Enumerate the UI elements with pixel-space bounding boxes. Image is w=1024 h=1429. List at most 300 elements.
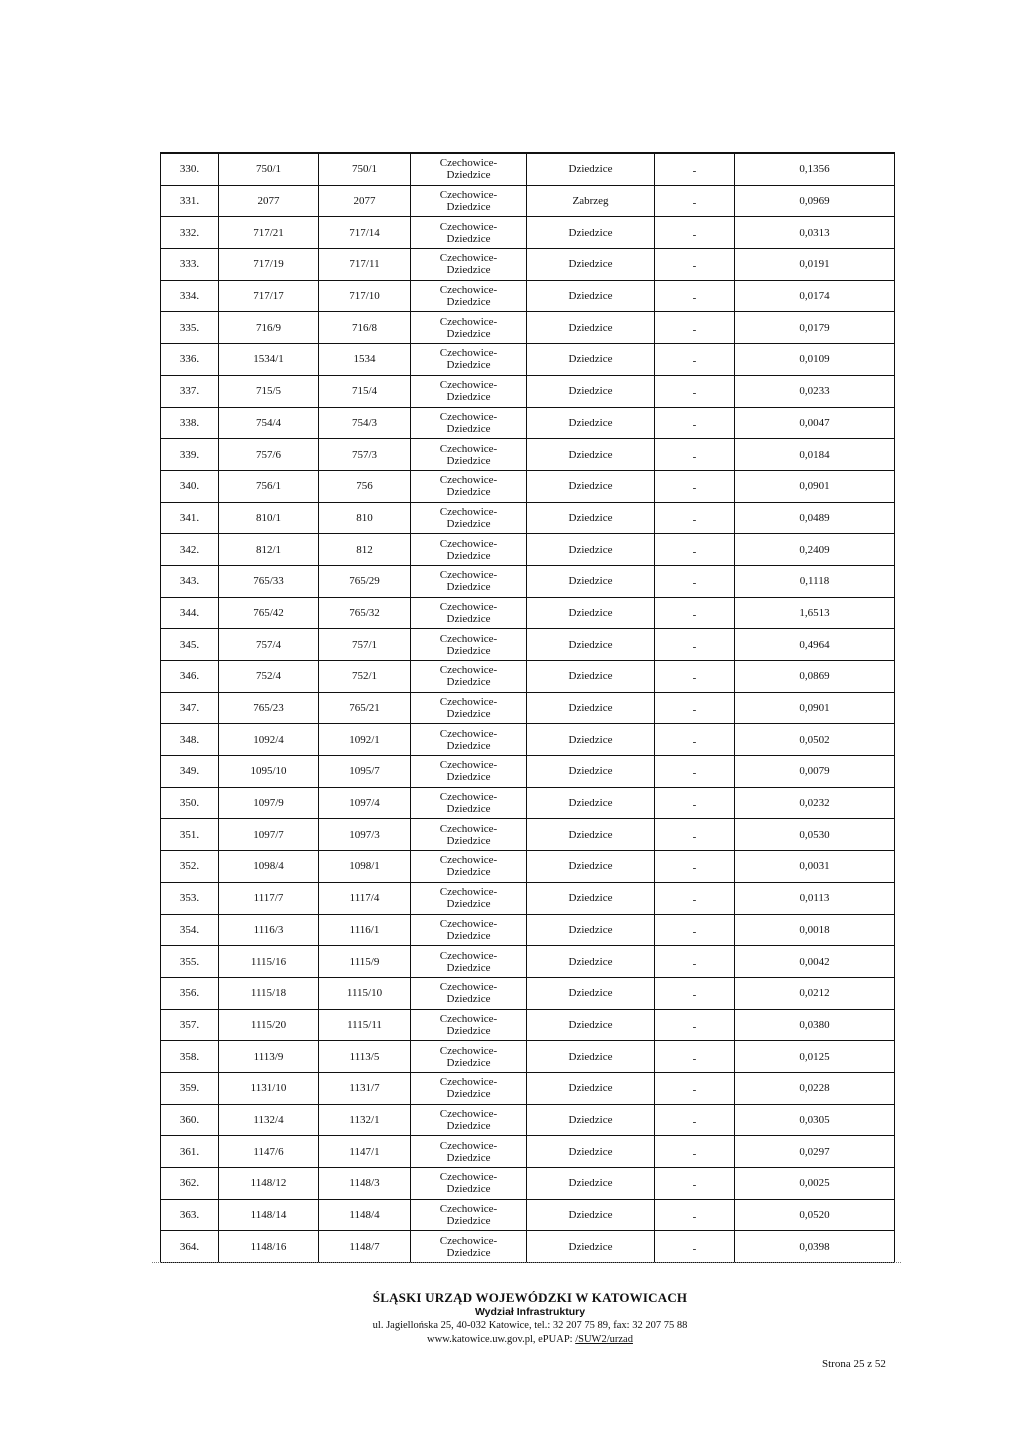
dash-cell bbox=[655, 1104, 735, 1136]
parcel-after: 1095/7 bbox=[319, 756, 411, 788]
obreb-cell bbox=[411, 439, 527, 471]
obreb-line-2: Dziedzice bbox=[446, 993, 491, 1006]
dash-cell bbox=[655, 787, 735, 819]
row-number: 335. bbox=[161, 312, 219, 344]
obreb-line-2: Dziedzice bbox=[446, 1151, 491, 1164]
obreb-line-2: Dziedzice bbox=[446, 898, 491, 911]
parcel-before: 1095/10 bbox=[219, 756, 319, 788]
parcel-after: 757/3 bbox=[319, 439, 411, 471]
parcel-before: 1117/7 bbox=[219, 882, 319, 914]
dash-mark: - bbox=[692, 989, 697, 1002]
dash-mark: - bbox=[692, 292, 697, 305]
dash-mark: - bbox=[692, 323, 697, 336]
row-number: 359. bbox=[161, 1072, 219, 1104]
parcel-after: 1116/1 bbox=[319, 914, 411, 946]
area-cell: 0,0018 bbox=[735, 914, 895, 946]
web-text: www.katowice.uw.gov.pl, ePUAP: bbox=[427, 1334, 576, 1345]
obreb-line-1: Czechowice- bbox=[439, 600, 498, 613]
dash-mark: - bbox=[692, 1147, 697, 1160]
parcel-before: 1148/12 bbox=[219, 1168, 319, 1200]
dash-mark: - bbox=[692, 450, 697, 463]
table-row bbox=[161, 565, 895, 597]
row-number: 344. bbox=[161, 597, 219, 629]
dash-cell bbox=[655, 249, 735, 281]
row-number: 354. bbox=[161, 914, 219, 946]
row-number: 350. bbox=[161, 787, 219, 819]
jednostka-cell: Dziedzice bbox=[527, 851, 655, 883]
parcel-before: 1098/4 bbox=[219, 851, 319, 883]
obreb-line-2: Dziedzice bbox=[446, 676, 491, 689]
row-number: 337. bbox=[161, 375, 219, 407]
dash-mark: - bbox=[692, 545, 697, 558]
jednostka-cell: Dziedzice bbox=[527, 819, 655, 851]
obreb-cell bbox=[411, 1136, 527, 1168]
obreb-line-2: Dziedzice bbox=[446, 644, 491, 657]
obreb-cell bbox=[411, 1199, 527, 1231]
dash-mark: - bbox=[692, 355, 697, 368]
dash-mark: - bbox=[692, 1020, 697, 1033]
dash-mark: - bbox=[692, 1211, 697, 1224]
obreb-line-2: Dziedzice bbox=[446, 454, 491, 467]
parcel-after: 1113/5 bbox=[319, 1041, 411, 1073]
obreb-line-1: Czechowice- bbox=[439, 347, 498, 360]
obreb-line-1: Czechowice- bbox=[439, 1139, 498, 1152]
table-row bbox=[161, 1104, 895, 1136]
obreb-line-1: Czechowice- bbox=[439, 1234, 498, 1247]
obreb-line-1: Czechowice- bbox=[439, 252, 498, 265]
parcel-before: 765/33 bbox=[219, 565, 319, 597]
parcel-before: 1097/7 bbox=[219, 819, 319, 851]
office-address: ul. Jagiellońska 25, 40-032 Katowice, tel.: 32 207 75 89, fax: 32 207 75 88 bbox=[372, 1320, 688, 1331]
jednostka-cell: Dziedzice bbox=[527, 375, 655, 407]
parcel-after: 1098/1 bbox=[319, 851, 411, 883]
jednostka-cell: Dziedzice bbox=[527, 280, 655, 312]
table-row bbox=[161, 312, 895, 344]
dash-mark: - bbox=[692, 1115, 697, 1128]
obreb-line-2: Dziedzice bbox=[446, 866, 491, 879]
table-row bbox=[161, 185, 895, 217]
parcel-after: 1148/4 bbox=[319, 1199, 411, 1231]
dash-cell bbox=[655, 217, 735, 249]
obreb-line-1: Czechowice- bbox=[439, 1076, 498, 1089]
page-number: Strona 25 z 52 bbox=[822, 1358, 886, 1370]
dash-cell bbox=[655, 312, 735, 344]
dash-cell bbox=[655, 977, 735, 1009]
footer-divider bbox=[152, 1262, 901, 1263]
obreb-line-1: Czechowice- bbox=[439, 537, 498, 550]
area-cell: 0,0031 bbox=[735, 851, 895, 883]
table-row bbox=[161, 1009, 895, 1041]
obreb-line-2: Dziedzice bbox=[446, 296, 491, 309]
obreb-line-2: Dziedzice bbox=[446, 232, 491, 245]
parcel-before: 752/4 bbox=[219, 661, 319, 693]
row-number: 340. bbox=[161, 470, 219, 502]
dash-cell bbox=[655, 756, 735, 788]
obreb-line-2: Dziedzice bbox=[446, 961, 491, 974]
jednostka-cell: Dziedzice bbox=[527, 565, 655, 597]
obreb-line-1: Czechowice- bbox=[439, 632, 498, 645]
obreb-cell bbox=[411, 249, 527, 281]
area-cell: 0,0520 bbox=[735, 1199, 895, 1231]
jednostka-cell: Dziedzice bbox=[527, 344, 655, 376]
parcel-after: 1097/4 bbox=[319, 787, 411, 819]
dash-cell bbox=[655, 502, 735, 534]
dash-cell bbox=[655, 375, 735, 407]
obreb-line-1: Czechowice- bbox=[439, 1107, 498, 1120]
dash-cell bbox=[655, 1136, 735, 1168]
parcel-after: 1131/7 bbox=[319, 1072, 411, 1104]
obreb-line-2: Dziedzice bbox=[446, 1119, 491, 1132]
obreb-line-1: Czechowice- bbox=[439, 379, 498, 392]
dash-cell bbox=[655, 185, 735, 217]
parcel-after: 752/1 bbox=[319, 661, 411, 693]
parcel-after: 757/1 bbox=[319, 629, 411, 661]
dash-cell bbox=[655, 851, 735, 883]
row-number: 364. bbox=[161, 1231, 219, 1263]
row-number: 349. bbox=[161, 756, 219, 788]
area-cell: 0,0901 bbox=[735, 692, 895, 724]
jednostka-cell: Dziedzice bbox=[527, 1041, 655, 1073]
area-cell: 0,0901 bbox=[735, 470, 895, 502]
area-cell: 0,0047 bbox=[735, 407, 895, 439]
dash-cell bbox=[655, 280, 735, 312]
area-cell: 0,0305 bbox=[735, 1104, 895, 1136]
table-row bbox=[161, 661, 895, 693]
parcel-after: 717/14 bbox=[319, 217, 411, 249]
obreb-line-2: Dziedzice bbox=[446, 1088, 491, 1101]
table-row bbox=[161, 502, 895, 534]
area-cell: 0,0179 bbox=[735, 312, 895, 344]
obreb-cell bbox=[411, 977, 527, 1009]
obreb-line-1: Czechowice- bbox=[439, 822, 498, 835]
obreb-cell bbox=[411, 756, 527, 788]
table-row bbox=[161, 217, 895, 249]
obreb-cell bbox=[411, 217, 527, 249]
parcel-before: 715/5 bbox=[219, 375, 319, 407]
row-number: 339. bbox=[161, 439, 219, 471]
obreb-cell bbox=[411, 565, 527, 597]
area-cell: 0,0502 bbox=[735, 724, 895, 756]
obreb-line-1: Czechowice- bbox=[439, 917, 498, 930]
obreb-line-1: Czechowice- bbox=[439, 727, 498, 740]
parcel-after: 1147/1 bbox=[319, 1136, 411, 1168]
row-number: 341. bbox=[161, 502, 219, 534]
table-row bbox=[161, 470, 895, 502]
obreb-cell bbox=[411, 914, 527, 946]
parcel-before: 765/42 bbox=[219, 597, 319, 629]
area-cell: 0,0297 bbox=[735, 1136, 895, 1168]
area-cell: 0,0109 bbox=[735, 344, 895, 376]
table-row bbox=[161, 692, 895, 724]
table-row bbox=[161, 914, 895, 946]
jednostka-cell: Dziedzice bbox=[527, 692, 655, 724]
obreb-cell bbox=[411, 882, 527, 914]
parcel-after: 765/21 bbox=[319, 692, 411, 724]
obreb-line-1: Czechowice- bbox=[439, 1171, 498, 1184]
obreb-line-1: Czechowice- bbox=[439, 981, 498, 994]
obreb-line-2: Dziedzice bbox=[446, 739, 491, 752]
row-number: 358. bbox=[161, 1041, 219, 1073]
obreb-line-2: Dziedzice bbox=[446, 327, 491, 340]
parcel-before: 716/9 bbox=[219, 312, 319, 344]
row-number: 361. bbox=[161, 1136, 219, 1168]
obreb-line-1: Czechowice- bbox=[439, 664, 498, 677]
table-row bbox=[161, 597, 895, 629]
dash-mark: - bbox=[692, 608, 697, 621]
dash-mark: - bbox=[692, 672, 697, 685]
table-row bbox=[161, 756, 895, 788]
dash-mark: - bbox=[692, 1084, 697, 1097]
obreb-line-1: Czechowice- bbox=[439, 569, 498, 582]
dash-mark: - bbox=[692, 260, 697, 273]
parcel-after: 717/10 bbox=[319, 280, 411, 312]
parcel-after: 756 bbox=[319, 470, 411, 502]
dash-cell bbox=[655, 914, 735, 946]
parcel-after: 765/32 bbox=[319, 597, 411, 629]
area-cell: 0,0079 bbox=[735, 756, 895, 788]
dash-cell bbox=[655, 629, 735, 661]
parcel-before: 1148/16 bbox=[219, 1231, 319, 1263]
area-cell: 0,1356 bbox=[735, 153, 895, 185]
epuap-link[interactable]: /SUW2/urzad bbox=[575, 1334, 633, 1345]
dash-mark: - bbox=[692, 228, 697, 241]
dash-cell bbox=[655, 407, 735, 439]
parcel-before: 1115/16 bbox=[219, 946, 319, 978]
table-row bbox=[161, 280, 895, 312]
parcel-before: 757/4 bbox=[219, 629, 319, 661]
parcel-before: 1092/4 bbox=[219, 724, 319, 756]
obreb-cell bbox=[411, 851, 527, 883]
obreb-cell bbox=[411, 1009, 527, 1041]
area-cell: 0,0233 bbox=[735, 375, 895, 407]
footer bbox=[300, 1290, 760, 1347]
dash-mark: - bbox=[692, 640, 697, 653]
row-number: 348. bbox=[161, 724, 219, 756]
parcel-after: 1132/1 bbox=[319, 1104, 411, 1136]
parcel-before: 1113/9 bbox=[219, 1041, 319, 1073]
parcel-after: 1115/11 bbox=[319, 1009, 411, 1041]
area-cell: 0,4964 bbox=[735, 629, 895, 661]
parcel-after: 717/11 bbox=[319, 249, 411, 281]
area-cell: 0,0113 bbox=[735, 882, 895, 914]
area-cell: 0,2409 bbox=[735, 534, 895, 566]
dash-cell bbox=[655, 692, 735, 724]
jednostka-cell: Dziedzice bbox=[527, 153, 655, 185]
obreb-cell bbox=[411, 470, 527, 502]
parcel-after: 1148/3 bbox=[319, 1168, 411, 1200]
parcel-before: 1131/10 bbox=[219, 1072, 319, 1104]
obreb-line-2: Dziedzice bbox=[446, 422, 491, 435]
table-row bbox=[161, 1168, 895, 1200]
table-row bbox=[161, 787, 895, 819]
jednostka-cell: Dziedzice bbox=[527, 756, 655, 788]
parcel-before: 757/6 bbox=[219, 439, 319, 471]
dash-cell bbox=[655, 819, 735, 851]
row-number: 346. bbox=[161, 661, 219, 693]
obreb-line-2: Dziedzice bbox=[446, 169, 491, 182]
parcel-before: 812/1 bbox=[219, 534, 319, 566]
table-row bbox=[161, 534, 895, 566]
parcel-before: 1132/4 bbox=[219, 1104, 319, 1136]
obreb-cell bbox=[411, 787, 527, 819]
dash-cell bbox=[655, 534, 735, 566]
obreb-cell bbox=[411, 597, 527, 629]
parcel-before: 1148/14 bbox=[219, 1199, 319, 1231]
obreb-line-2: Dziedzice bbox=[446, 1024, 491, 1037]
dash-mark: - bbox=[692, 197, 697, 210]
row-number: 345. bbox=[161, 629, 219, 661]
obreb-cell bbox=[411, 1231, 527, 1263]
dash-mark: - bbox=[692, 1242, 697, 1255]
obreb-cell bbox=[411, 819, 527, 851]
jednostka-cell: Dziedzice bbox=[527, 439, 655, 471]
area-cell: 0,0212 bbox=[735, 977, 895, 1009]
obreb-line-2: Dziedzice bbox=[446, 1246, 491, 1259]
dash-cell bbox=[655, 1231, 735, 1263]
area-cell: 0,0969 bbox=[735, 185, 895, 217]
row-number: 362. bbox=[161, 1168, 219, 1200]
parcel-before: 2077 bbox=[219, 185, 319, 217]
row-number: 338. bbox=[161, 407, 219, 439]
obreb-line-2: Dziedzice bbox=[446, 486, 491, 499]
dash-mark: - bbox=[692, 1052, 697, 1065]
dash-cell bbox=[655, 882, 735, 914]
dash-mark: - bbox=[692, 387, 697, 400]
parcel-after: 716/8 bbox=[319, 312, 411, 344]
parcel-before: 717/17 bbox=[219, 280, 319, 312]
obreb-line-2: Dziedzice bbox=[446, 708, 491, 721]
area-cell: 0,0380 bbox=[735, 1009, 895, 1041]
obreb-cell bbox=[411, 661, 527, 693]
area-cell: 0,0042 bbox=[735, 946, 895, 978]
obreb-line-1: Czechowice- bbox=[439, 696, 498, 709]
obreb-cell bbox=[411, 534, 527, 566]
obreb-line-1: Czechowice- bbox=[439, 315, 498, 328]
obreb-cell bbox=[411, 502, 527, 534]
area-cell: 0,0398 bbox=[735, 1231, 895, 1263]
parcel-before: 717/19 bbox=[219, 249, 319, 281]
table-row bbox=[161, 407, 895, 439]
obreb-line-1: Czechowice- bbox=[439, 157, 498, 170]
obreb-line-1: Czechowice- bbox=[439, 284, 498, 297]
obreb-line-2: Dziedzice bbox=[446, 549, 491, 562]
table-row bbox=[161, 1231, 895, 1263]
obreb-line-2: Dziedzice bbox=[446, 391, 491, 404]
office-name: ŚLĄSKI URZĄD WOJEWÓDZKI W KATOWICACH bbox=[372, 1290, 688, 1305]
parcel-after: 810 bbox=[319, 502, 411, 534]
row-number: 353. bbox=[161, 882, 219, 914]
jednostka-cell: Dziedzice bbox=[527, 470, 655, 502]
area-cell: 0,0174 bbox=[735, 280, 895, 312]
table-row bbox=[161, 946, 895, 978]
table-row bbox=[161, 977, 895, 1009]
table-row bbox=[161, 724, 895, 756]
parcel-after: 1117/4 bbox=[319, 882, 411, 914]
row-number: 347. bbox=[161, 692, 219, 724]
area-cell: 0,0184 bbox=[735, 439, 895, 471]
area-cell: 0,0489 bbox=[735, 502, 895, 534]
jednostka-cell: Dziedzice bbox=[527, 534, 655, 566]
jednostka-cell: Dziedzice bbox=[527, 882, 655, 914]
row-number: 357. bbox=[161, 1009, 219, 1041]
obreb-line-2: Dziedzice bbox=[446, 834, 491, 847]
jednostka-cell: Dziedzice bbox=[527, 597, 655, 629]
parcel-after: 2077 bbox=[319, 185, 411, 217]
parcel-before: 1116/3 bbox=[219, 914, 319, 946]
parcel-before: 1115/20 bbox=[219, 1009, 319, 1041]
obreb-cell bbox=[411, 692, 527, 724]
table-row bbox=[161, 1136, 895, 1168]
area-cell: 0,0869 bbox=[735, 661, 895, 693]
table-row bbox=[161, 1072, 895, 1104]
dash-cell bbox=[655, 1009, 735, 1041]
parcel-before: 1115/18 bbox=[219, 977, 319, 1009]
jednostka-cell: Zabrzeg bbox=[527, 185, 655, 217]
parcel-before: 717/21 bbox=[219, 217, 319, 249]
row-number: 331. bbox=[161, 185, 219, 217]
dash-mark: - bbox=[692, 704, 697, 717]
parcel-after: 715/4 bbox=[319, 375, 411, 407]
dash-mark: - bbox=[692, 513, 697, 526]
jednostka-cell: Dziedzice bbox=[527, 914, 655, 946]
parcel-after: 1092/1 bbox=[319, 724, 411, 756]
obreb-cell bbox=[411, 153, 527, 185]
jednostka-cell: Dziedzice bbox=[527, 1009, 655, 1041]
parcel-after: 1115/10 bbox=[319, 977, 411, 1009]
parcel-after: 812 bbox=[319, 534, 411, 566]
obreb-cell bbox=[411, 375, 527, 407]
table-row bbox=[161, 851, 895, 883]
obreb-cell bbox=[411, 185, 527, 217]
dash-mark: - bbox=[692, 925, 697, 938]
table-row bbox=[161, 819, 895, 851]
dash-mark: - bbox=[692, 735, 697, 748]
obreb-line-1: Czechowice- bbox=[439, 886, 498, 899]
jednostka-cell: Dziedzice bbox=[527, 977, 655, 1009]
parcel-after: 1115/9 bbox=[319, 946, 411, 978]
obreb-line-1: Czechowice- bbox=[439, 1012, 498, 1025]
dash-cell bbox=[655, 439, 735, 471]
parcel-after: 754/3 bbox=[319, 407, 411, 439]
department-name: Wydział Infrastruktury bbox=[474, 1306, 586, 1318]
row-number: 355. bbox=[161, 946, 219, 978]
office-web bbox=[300, 1333, 760, 1347]
table-row bbox=[161, 629, 895, 661]
dash-cell bbox=[655, 565, 735, 597]
obreb-cell bbox=[411, 407, 527, 439]
jednostka-cell: Dziedzice bbox=[527, 217, 655, 249]
parcel-before: 754/4 bbox=[219, 407, 319, 439]
jednostka-cell: Dziedzice bbox=[527, 249, 655, 281]
row-number: 351. bbox=[161, 819, 219, 851]
obreb-line-2: Dziedzice bbox=[446, 1183, 491, 1196]
parcel-before: 765/23 bbox=[219, 692, 319, 724]
parcel-after: 750/1 bbox=[319, 153, 411, 185]
jednostka-cell: Dziedzice bbox=[527, 1136, 655, 1168]
obreb-line-1: Czechowice- bbox=[439, 854, 498, 867]
parcel-table bbox=[160, 152, 895, 1263]
table-row bbox=[161, 439, 895, 471]
area-cell: 0,0530 bbox=[735, 819, 895, 851]
dash-cell bbox=[655, 946, 735, 978]
obreb-line-1: Czechowice- bbox=[439, 791, 498, 804]
obreb-line-1: Czechowice- bbox=[439, 949, 498, 962]
obreb-cell bbox=[411, 312, 527, 344]
row-number: 336. bbox=[161, 344, 219, 376]
row-number: 342. bbox=[161, 534, 219, 566]
parcel-before: 1534/1 bbox=[219, 344, 319, 376]
dash-cell bbox=[655, 1168, 735, 1200]
